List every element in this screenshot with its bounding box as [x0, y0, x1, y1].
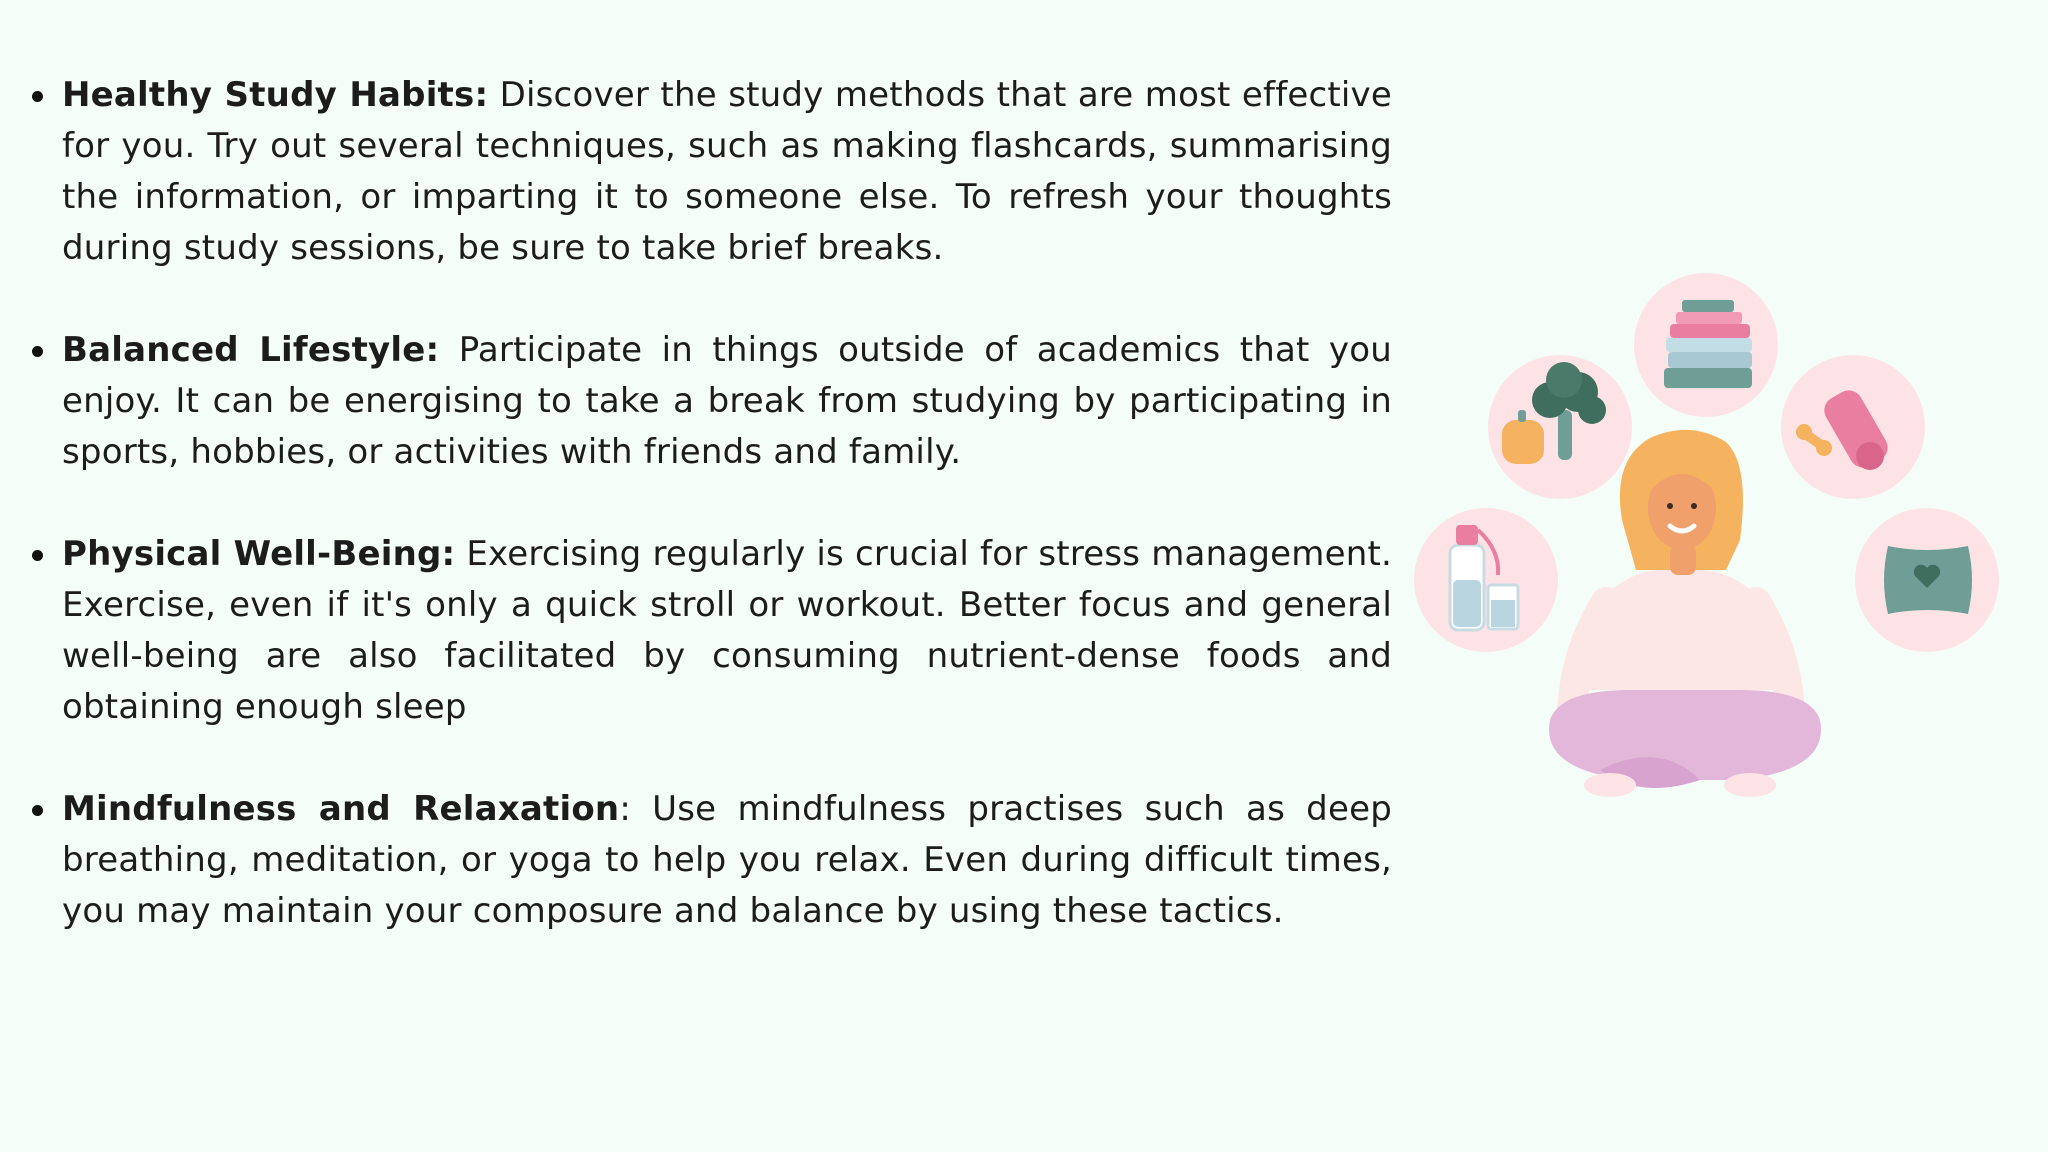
bullet-icon — [32, 805, 43, 816]
tip-mindfulness-relaxation — [30, 784, 1392, 937]
tip-term: Balanced Lifestyle: — [62, 330, 440, 370]
dumbbells-mat-icon — [1781, 355, 1925, 499]
tip-healthy-study-habits — [30, 70, 1392, 274]
pillow-icon — [1855, 508, 1999, 652]
wellbeing-illustration — [1400, 260, 2020, 910]
water-bottle-icon — [1414, 508, 1558, 652]
bullet-icon — [32, 346, 43, 357]
tip-term: Mindfulness and Relaxation — [62, 789, 620, 829]
bullet-icon — [32, 550, 43, 561]
tip-physical-well-being — [30, 529, 1392, 733]
tip-text: Discover the study methods that are most effective for you. Try out several techniques, such as making flashcards, summarising the information, or imparting it to someone else. To refresh your thoughts during study sessions, be sure to take brief breaks. — [62, 75, 1392, 268]
tip-balanced-lifestyle — [30, 325, 1392, 478]
tip-separator: : — [619, 789, 631, 829]
books-icon — [1634, 273, 1778, 417]
tip-text: Use mindfulness practises such as deep breathing, meditation, or yoga to help you relax. Even during difficult times, you may maintain your composure and balance by using these tactics. — [62, 789, 1392, 931]
bullet-icon — [32, 91, 43, 102]
vegetables-icon — [1488, 355, 1632, 499]
tip-term: Healthy Study Habits: — [62, 75, 489, 115]
tip-text: Exercising regularly is crucial for stress management. Exercise, even if it's only a quick stroll or workout. Better focus and general well-being are also facilitated by consuming nutrient-dense foods and obtaining enough sleep — [62, 534, 1392, 727]
tips-list — [30, 70, 1392, 988]
tip-text: Participate in things outside of academics that you enjoy. It can be energising to take a break from studying by participating in sports, hobbies, or activities with friends and family. — [62, 330, 1392, 472]
tip-term: Physical Well-Being: — [62, 534, 456, 574]
